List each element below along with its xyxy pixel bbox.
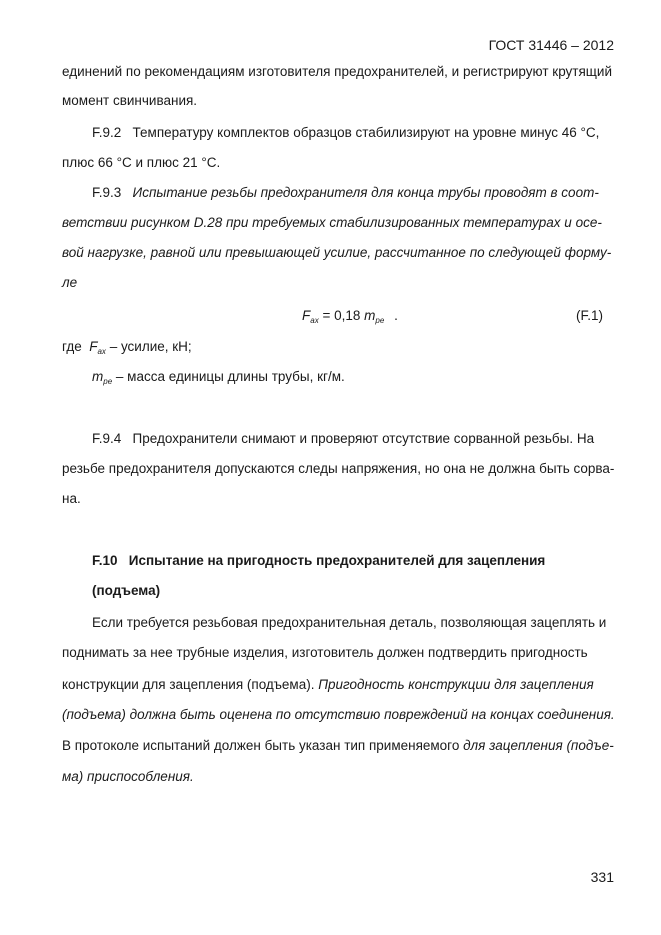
section-number: F.10 xyxy=(92,553,118,568)
plain-text: конструкции для зацепления (подъема). xyxy=(62,677,315,692)
formula xyxy=(302,307,398,330)
italic-text: для зацепления (подъе- xyxy=(463,738,614,753)
formula-symbol-m: m xyxy=(364,308,376,323)
symbol-f: F xyxy=(89,339,98,354)
section-title: (подъема) xyxy=(92,583,161,598)
paragraph-line xyxy=(62,737,614,755)
paragraph-line: поднимать за нее трубные изделия, изготовитель должен подтвердить пригодность xyxy=(62,645,588,660)
italic-text: ветствии рисунком D.28 при требуемых стабилизированных температурах и осе- xyxy=(62,215,602,230)
document-header: ГОСТ 31446 – 2012 xyxy=(488,37,614,53)
italic-text: ма) приспособления. xyxy=(62,769,194,784)
paragraph-line xyxy=(62,214,602,232)
formula-coefficient: = 0,18 xyxy=(322,308,361,323)
paragraph-line: на. xyxy=(62,491,81,506)
section-heading xyxy=(92,552,545,570)
italic-text: (подъема) должна быть оценена по отсутствию повреждений на концах соединения. xyxy=(62,707,615,722)
italic-text: вой нагрузке, равной или превышающей усилие, рассчитанное по следующей форму- xyxy=(62,245,612,260)
clause-text: Предохранители снимают и проверяют отсутствие сорванной резьбы. На xyxy=(132,431,595,446)
formula-dot: . xyxy=(394,308,398,323)
formula-number: (F.1) xyxy=(576,308,603,323)
paragraph-line: единений по рекомендациям изготовителя предохранителей, и регистрируют крутящий xyxy=(62,64,612,79)
symbol-m: m xyxy=(92,369,104,384)
clause-text: Испытание резьбы предохранителя для конца трубы проводят в соот- xyxy=(132,185,599,200)
clause-f94-line xyxy=(92,430,594,448)
paragraph-line: плюс 66 °C и плюс 21 °C. xyxy=(62,155,221,170)
clause-number: F.9.3 xyxy=(92,185,122,200)
where-label: где xyxy=(62,339,82,354)
page-number: 331 xyxy=(590,869,614,885)
paragraph-line: Если требуется резьбовая предохранительная деталь, позволяющая зацеплять и xyxy=(92,615,607,630)
paragraph-line xyxy=(62,244,611,262)
formula-subscript: ax xyxy=(310,316,319,325)
section-title: Испытание на пригодность предохранителей для зацепления xyxy=(128,553,546,568)
definition-text: – усилие, кН; xyxy=(109,339,192,354)
paragraph-line xyxy=(62,274,77,292)
clause-f92-line xyxy=(92,124,599,142)
where-line xyxy=(62,338,192,361)
paragraph-line xyxy=(62,768,194,786)
plain-text: В протоколе испытаний должен быть указан тип применяемого xyxy=(62,738,460,753)
paragraph-line: резьбе предохранителя допускаются следы напряжения, но она не должна быть сорва- xyxy=(62,461,615,476)
paragraph-line xyxy=(62,706,615,724)
clause-text: Температуру комплектов образцов стабилизируют на уровне минус 46 °C, xyxy=(132,125,600,140)
symbol-subscript: ax xyxy=(97,347,106,356)
symbol-subscript: pe xyxy=(103,377,113,386)
clause-number: F.9.2 xyxy=(92,125,122,140)
clause-number: F.9.4 xyxy=(92,431,122,446)
formula-subscript: pe xyxy=(375,316,385,325)
italic-text: Пригодность конструкции для зацепления xyxy=(318,677,594,692)
paragraph-line: момент свинчивания. xyxy=(62,93,198,108)
section-heading-cont xyxy=(92,582,160,600)
formula-symbol-f: F xyxy=(302,308,311,323)
clause-f93-line xyxy=(92,184,599,202)
definition-line xyxy=(92,368,345,391)
paragraph-line xyxy=(62,676,594,694)
definition-text: – масса единицы длины трубы, кг/м. xyxy=(115,369,345,384)
italic-text: ле xyxy=(62,275,78,290)
